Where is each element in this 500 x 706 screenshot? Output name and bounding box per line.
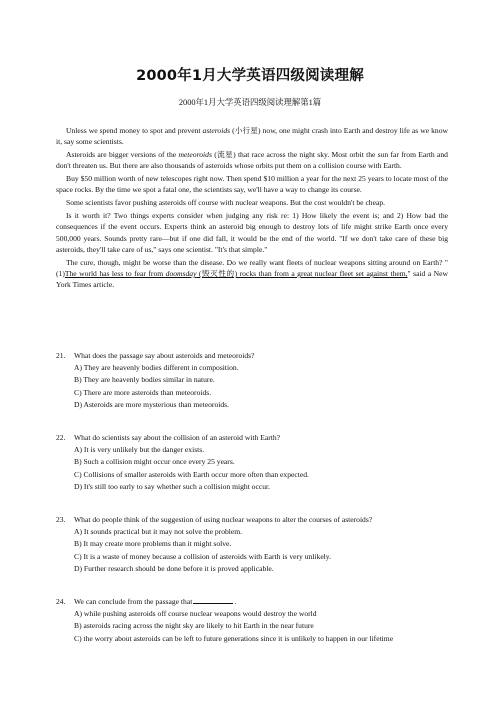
question-23 bbox=[56, 514, 448, 575]
document-title: 2000年1月大学英语四级阅读理解 bbox=[136, 68, 364, 84]
underlined-sentence bbox=[65, 269, 408, 278]
option-b: B) They are heavenly bodies similar in nature. bbox=[74, 375, 215, 385]
underlined-text-b: (毁灭性的) rocks than from a great nuclear fleet set against them, bbox=[196, 269, 408, 279]
option-d: D) It's still too early to say whether such a collision might occur. bbox=[74, 481, 271, 491]
paragraph-1-text-a: Unless we spend money to spot and prevent bbox=[66, 126, 203, 135]
paragraph-2 bbox=[56, 149, 448, 172]
option-c: C) the worry about asteroids can be left to future generations since it is unlikely to happen in our lifetime bbox=[74, 633, 394, 643]
option-c: C) It is a waste of money because a collision of asteroids with Earth is very unlikely. bbox=[74, 551, 331, 561]
question-21 bbox=[56, 350, 448, 411]
paragraph-1 bbox=[56, 125, 448, 148]
question-number: 24. bbox=[56, 597, 66, 606]
question-text: What does the passage say about asteroids and meteoroids? bbox=[74, 351, 255, 360]
question-text: What do people think of the suggestion of using nuclear weapons to alter the courses of asteroids? bbox=[74, 515, 373, 524]
question-text: What do scientists say about the collision of an asteroid with Earth? bbox=[74, 433, 281, 442]
option-c: C) There are more asteroids than meteoroids. bbox=[74, 387, 212, 397]
option-b: B) Such a collision might occur once every 25 years. bbox=[74, 457, 235, 467]
option-d: D) Further research should be done before it is proved applicable. bbox=[74, 563, 274, 573]
paragraph-6 bbox=[56, 257, 448, 291]
gloss-meteoroids: (流星) bbox=[211, 150, 236, 160]
paragraph-3: Buy $50 million worth of new telescopes right now. Then spend $10 million a year for the next 25 years to locate most of the space rocks. By the time we spot a fatal one, the scientists say, we'll have a way to change its course. bbox=[56, 174, 448, 195]
option-a: A) They are heavenly bodies different in composition. bbox=[74, 363, 239, 372]
term-asteroids: asteroids bbox=[202, 126, 231, 135]
paragraph-2-text-a: Asteroids are bigger versions of the bbox=[66, 150, 179, 160]
option-b: B) It may create more problems than it might solve. bbox=[74, 539, 232, 549]
underlined-text-a: The world has less to fear from bbox=[64, 269, 166, 279]
option-a: A) It sounds practical but it may not solve the problem. bbox=[74, 527, 243, 536]
question-text-end: . bbox=[234, 597, 237, 606]
answer-blank bbox=[193, 597, 233, 604]
option-b: B) asteroids racing across the night sky are likely to hit Earth in the near future bbox=[74, 621, 314, 631]
term-doomsday: doomsday bbox=[165, 269, 197, 279]
question-stem bbox=[56, 350, 448, 362]
question-22 bbox=[56, 432, 448, 493]
paragraph-4: Some scientists favor pushing asteroids off course with nuclear weapons. But the cost wouldn't be cheap. bbox=[66, 198, 386, 208]
question-stem bbox=[56, 514, 448, 526]
question-text: We can conclude from the passage that bbox=[74, 597, 193, 606]
option-c: C) Collisions of smaller asteroids with Earth occur more often than expected. bbox=[74, 469, 309, 479]
term-meteoroids: meteoroids bbox=[178, 150, 212, 160]
document-subtitle: 2000年1月大学英语四级阅读理解第1篇 bbox=[178, 98, 322, 107]
paragraph-5: Is it worth it? Two things experts consider when judging any risk re: 1) How likely the event is; and 2) How bad the consequences if the event occurs. Experts think an asteroid big enough to destroy lots of life might strike Earth once every 500,000 years. Sounds pretty rare—but if one did fall, it would be the end of the world. "If we don't take care of these big asteroids, they'll take care of us," says one scientist. "It's that simple." bbox=[56, 211, 448, 254]
option-a: A) while pushing asteroids off course nuclear weapons would destroy the world bbox=[74, 609, 317, 618]
question-number: 21. bbox=[56, 351, 66, 360]
paragraph-1-text-b: now, one might crash into Earth and destroy life as we know it, say some scientists. bbox=[56, 126, 448, 147]
option-d: D) Asteroids are more mysterious than meteoroids. bbox=[74, 399, 230, 409]
question-number: 22. bbox=[56, 433, 66, 442]
paragraph-2-text-b: that race across the night sky. Most orbit the sun far from Earth and don't threaten us. But there are also thousands of asteroids whose orbits put them on a collision course with Earth. bbox=[56, 150, 448, 171]
paragraph-6-text-b: " said a New York Times article. bbox=[56, 269, 448, 290]
option-a: A) It is very unlikely but the danger exists. bbox=[74, 445, 205, 454]
question-stem bbox=[56, 432, 448, 444]
reading-passage bbox=[56, 125, 448, 291]
question-24 bbox=[56, 596, 448, 645]
question-number: 23. bbox=[56, 515, 66, 524]
question-stem bbox=[56, 596, 448, 608]
paragraph-6-text-a: The cure, though, might be worse than the disease. Do we really want fleets of nuclear weapons sitting around on Earth? "(1) bbox=[56, 257, 448, 279]
gloss-asteroids: (小行星) bbox=[230, 126, 261, 135]
